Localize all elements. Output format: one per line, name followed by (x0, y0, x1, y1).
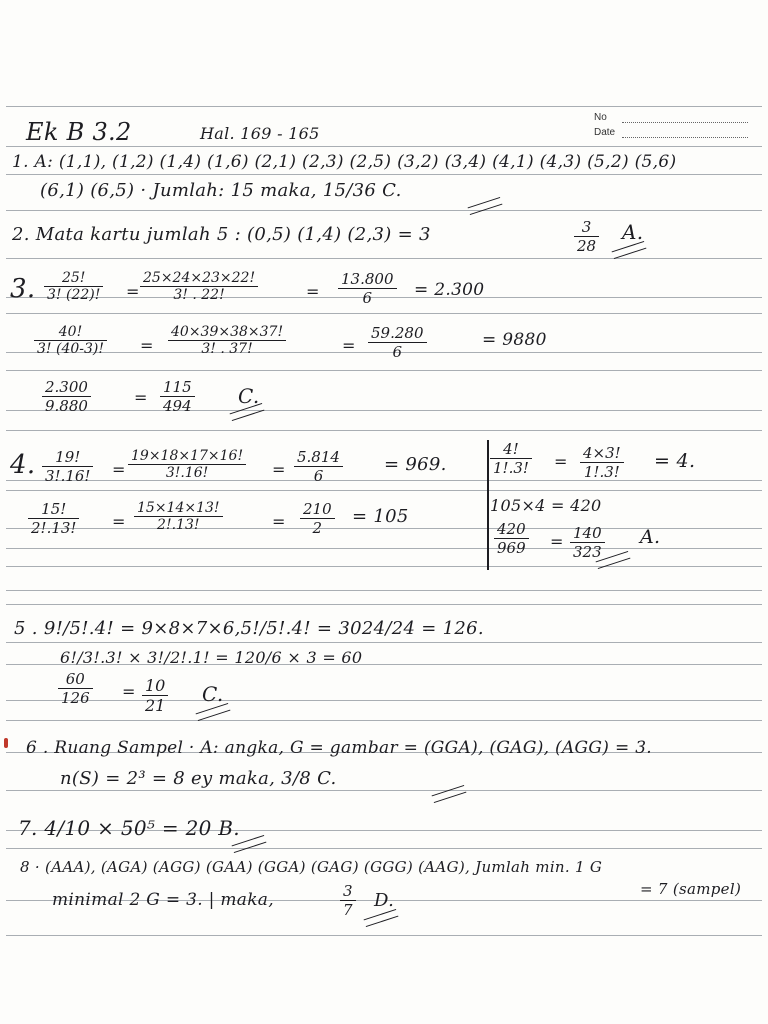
q1-line-2: (6,1) (6,5) · Jumlah: 15 maka, 15/36 C. (40, 180, 402, 201)
frac-num: 210 (300, 500, 335, 519)
ruled-line (6, 566, 762, 567)
q4-side-fraction-1 (490, 440, 532, 477)
no-label: No (594, 112, 607, 123)
frac-den: 126 (61, 689, 90, 707)
frac-num: 10 (142, 676, 168, 696)
q4-r1-result: = 969. (384, 454, 447, 475)
q8-fraction (340, 882, 356, 919)
q4-answer: A. (640, 526, 661, 548)
frac-num: 115 (160, 378, 195, 397)
ruled-line (6, 174, 762, 175)
q6-line-1: 6 . Ruang Sampel · A: angka, G = gambar = (GGA), (GAG), (AGG) = 3. (26, 738, 653, 758)
frac-num: 25! (44, 270, 103, 287)
column-divider (487, 440, 489, 570)
frac-den: 3!.16! (165, 465, 209, 481)
q4-r1-fraction-1 (42, 448, 93, 485)
q4-r1-fraction-3 (294, 448, 343, 485)
q3-r2-fraction-3 (368, 324, 427, 361)
ruled-line (6, 720, 762, 721)
ruled-line (6, 313, 762, 314)
equals-sign: = (112, 512, 126, 531)
frac-den: 7 (343, 901, 353, 919)
margin-mark (4, 738, 8, 748)
equals-sign: = (272, 460, 286, 479)
frac-num: 59.280 (368, 324, 427, 343)
frac-den: 6 (392, 343, 403, 361)
frac-den: 1!.3! (583, 463, 620, 481)
q3-r1-fraction-2 (140, 270, 258, 303)
frac-num: 60 (58, 670, 93, 689)
q5-line-2: 6!/3!.3! × 3!/2!.1! = 120/6 × 3 = 60 (60, 648, 363, 667)
ruled-line (6, 848, 762, 849)
frac-num: 15×14×13! (134, 500, 223, 517)
ruled-line (6, 210, 762, 211)
ruled-line (6, 700, 762, 701)
q4-side-fraction-4 (570, 524, 605, 561)
q3-r1-fraction-1 (44, 270, 103, 303)
frac-den: 494 (163, 397, 192, 415)
frac-den: 969 (497, 539, 526, 557)
frac-den: 9.880 (45, 397, 88, 415)
frac-num: 2.300 (42, 378, 91, 397)
frac-den: 2!.13! (31, 519, 77, 537)
answer-underline (468, 197, 503, 215)
q4-label: 4. (10, 450, 36, 480)
frac-den: 3!.16! (45, 467, 91, 485)
date-label: Date (594, 127, 616, 138)
q4-r1-fraction-2 (128, 448, 246, 481)
q2-fraction (574, 218, 599, 255)
frac-num: 3 (340, 882, 356, 901)
ruled-line (6, 370, 762, 371)
q2-answer: A. (622, 220, 644, 244)
frac-num: 40! (34, 324, 107, 341)
equals-sign: = (306, 282, 320, 301)
ruled-line (6, 430, 762, 431)
frac-den: 3! . 37! (201, 341, 253, 357)
equals-sign: = (550, 532, 564, 551)
frac-den: 2 (312, 519, 323, 537)
q4-side-result: = 4. (654, 450, 696, 472)
equals-sign: = (554, 452, 568, 471)
q1-line-1: 1. A: (1,1), (1,2) (1,4) (1,6) (2,1) (2,3) (2,5) (3,2) (3,4) (4,1) (4,3) (5,2) (5,6) (12, 152, 677, 172)
equals-sign: = (272, 512, 286, 531)
frac-den: 6 (313, 467, 324, 485)
no-field-line (622, 122, 748, 123)
frac-num: 140 (570, 524, 605, 543)
frac-num: 420 (494, 520, 529, 539)
ruled-line (6, 480, 762, 481)
equals-sign: = (126, 282, 140, 301)
frac-den: 2!.13! (157, 517, 200, 533)
page-reference: Hal. 169 - 165 (200, 124, 320, 143)
page-title: Ek B 3.2 (26, 118, 132, 146)
q3-r2-fraction-2 (168, 324, 286, 357)
answer-underline (364, 909, 399, 927)
q5-fraction-1 (58, 670, 93, 707)
q3-r3-fraction-1 (42, 378, 91, 415)
frac-den: 21 (145, 696, 166, 715)
ruled-line (6, 258, 762, 259)
q4-side-fraction-3 (494, 520, 529, 557)
equals-sign: = (342, 336, 356, 355)
frac-num: 4! (490, 440, 532, 459)
answer-underline (432, 785, 467, 803)
q3-label: 3. (10, 274, 36, 304)
q7-line: 7. 4/10 × 50⁵ = 20 B. (18, 816, 240, 840)
q3-r1-result: = 2.300 (414, 280, 485, 300)
q4-r2-fraction-2 (134, 500, 223, 533)
q4-r2-fraction-3 (300, 500, 335, 537)
q4-side-multiplication: 105×4 = 420 (490, 496, 602, 515)
q8-line-1-continued: = 7 (sampel) (640, 880, 742, 898)
ruled-line (6, 548, 762, 549)
q8-answer: D. (374, 890, 395, 911)
frac-num: 5.814 (294, 448, 343, 467)
ruled-line (6, 106, 762, 107)
q5-line-1: 5 . 9!/5!.4! = 9×8×7×6,5!/5!.4! = 3024/24 = 126. (14, 618, 484, 639)
q8-line-1: 8 · (AAA), (AGA) (AGG) (GAA) (GGA) (GAG) (GGG) (AAG), Jumlah min. 1 G (20, 858, 603, 876)
q5-fraction-2 (142, 676, 168, 715)
q3-answer: C. (238, 384, 260, 408)
q2-fraction-num: 3 (574, 218, 599, 237)
q2-fraction-den: 28 (577, 237, 597, 255)
ruled-line (6, 642, 762, 643)
frac-den: 3! (22)! (47, 287, 101, 303)
ruled-line (6, 590, 762, 591)
equals-sign: = (134, 388, 148, 407)
ruled-line (6, 410, 762, 411)
frac-num: 15! (28, 500, 79, 519)
equals-sign: = (122, 682, 136, 701)
ruled-line (6, 146, 762, 147)
frac-num: 13.800 (338, 270, 397, 289)
ruled-line (6, 935, 762, 936)
frac-den: 3! . 22! (173, 287, 225, 303)
q4-side-fraction-2 (580, 444, 624, 481)
q5-answer: C. (202, 682, 224, 706)
frac-num: 25×24×23×22! (140, 270, 258, 287)
q2-line: 2. Mata kartu jumlah 5 : (0,5) (1,4) (2,3) = 3 (12, 224, 431, 245)
q4-r2-fraction-1 (28, 500, 79, 537)
frac-den: 1!.3! (493, 459, 529, 477)
ruled-line (6, 604, 762, 605)
q3-r1-fraction-3 (338, 270, 397, 307)
q3-r2-result: = 9880 (482, 330, 547, 350)
q3-r2-fraction-1 (34, 324, 107, 357)
ruled-line (6, 490, 762, 491)
q4-r2-result: = 105 (352, 506, 409, 527)
frac-den: 6 (362, 289, 373, 307)
equals-sign: = (140, 336, 154, 355)
equals-sign: = (112, 460, 126, 479)
frac-num: 40×39×38×37! (168, 324, 286, 341)
frac-den: 3! (40-3)! (37, 341, 104, 357)
frac-num: 19! (42, 448, 93, 467)
frac-den: 323 (573, 543, 602, 561)
q3-r3-fraction-2 (160, 378, 195, 415)
ruled-line (6, 790, 762, 791)
q8-line-2: minimal 2 G = 3. | maka, (52, 890, 274, 910)
date-field-line (622, 137, 748, 138)
q6-line-2: n(S) = 2³ = 8 ey maka, 3/8 C. (60, 768, 337, 789)
frac-num: 19×18×17×16! (128, 448, 246, 465)
frac-num: 4×3! (580, 444, 624, 463)
